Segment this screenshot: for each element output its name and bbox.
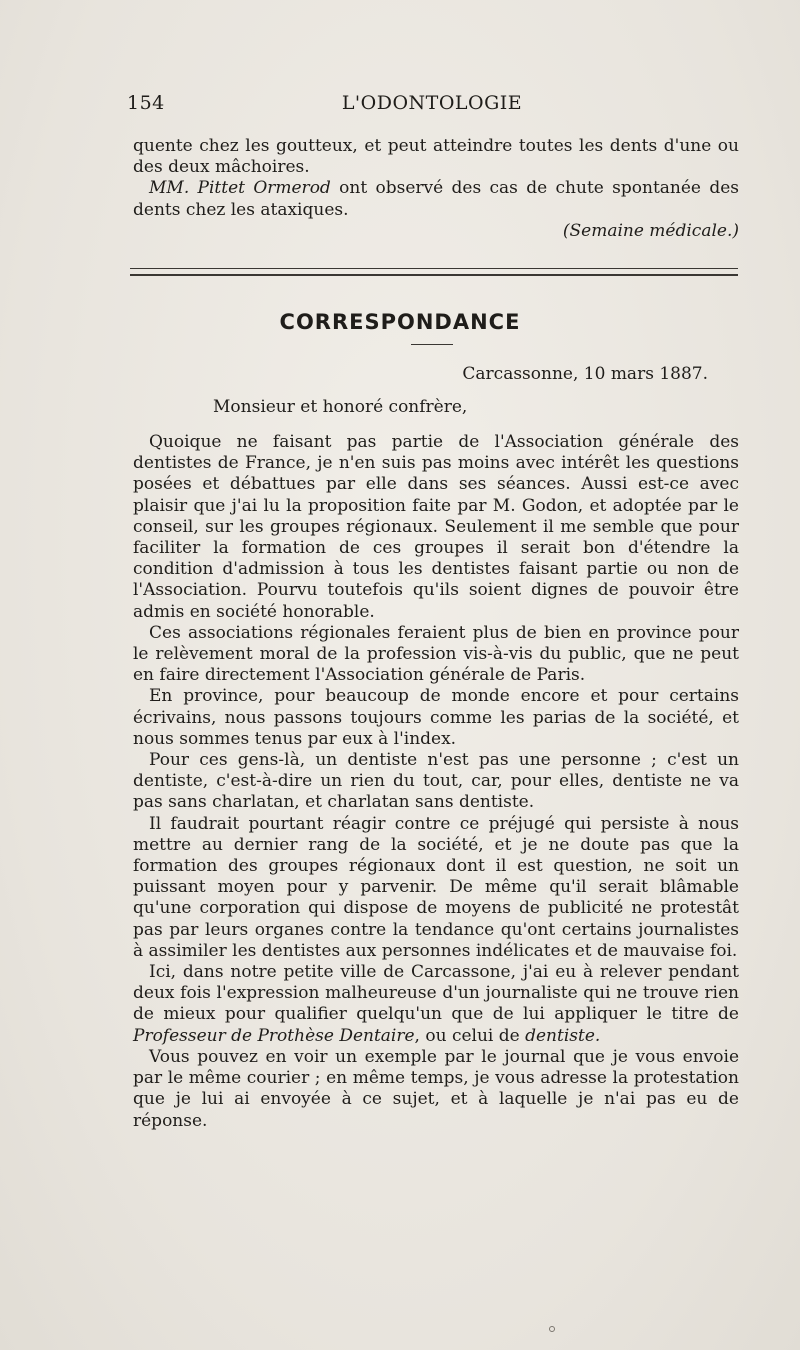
paragraph: Il faudrait pourtant réagir contre ce préjugé qui persiste à nous mettre au dernier rang de la société, et je ne doute pas que la formation des groupes régionaux dont il est question, ne soit un puissant moyen pour y parvenir. De même qu'il serait blâmable qu'une corporation qui dispose de moyens de publicité ne protestât pas par leurs organes contre la tendance qu'ont certains journalistes à assimiler les dentistes aux personnes indélicates et de mauvaise foi.	[133, 813, 739, 961]
letter-salutation: Monsieur et honoré confrère,	[213, 397, 468, 417]
author-names: MM. Pittet Ormerod	[149, 178, 331, 199]
paragraph: En province, pour beaucoup de monde encore et pour certains écrivains, nous passons toujours comme les parias de la société, et nous sommes tenus par eux à l'index.	[133, 686, 739, 749]
running-header	[127, 92, 737, 122]
paragraph-text: Ici, dans notre petite ville de Carcassone, j'ai eu à relever pendant deux fois l'expression malheureuse d'un journaliste qui ne trouve rien de mieux pour qualifier quelqu'un que de lui appliquer le titre de	[133, 962, 739, 1025]
preceding-article-end	[133, 136, 739, 242]
section-divider	[130, 268, 738, 276]
title-underline	[411, 344, 453, 345]
letter-date: Carcassonne, 10 mars 1887.	[462, 364, 708, 384]
paragraph: Pour ces gens-là, un dentiste n'est pas une personne ; c'est un dentiste, c'est-à-dire un rien du tout, car, pour elles, dentiste ne va pas sans charlatan, et charlatan sans dentiste.	[133, 750, 739, 813]
letter-body	[133, 432, 739, 1132]
quoted-word: dentiste.	[525, 1025, 601, 1046]
paragraph: Quoique ne faisant pas partie de l'Association générale des dentistes de France, je n'en suis pas moins avec intérêt les questions posées et débattues par elle dans ses séances. Aussi est-ce avec plaisir que j'ai lu la proposition faite par M. Godon, et adoptée par le conseil, sur les groupes régionaux. Seulement il me semble que pour faciliter la formation de ces groupes il serait bon d'étendre la condition d'admission à tous les dentistes faisant partie ou non de l'Association. Pourvu toutefois qu'ils soient dignes de pouvoir être admis en société honorable.	[133, 432, 739, 622]
paragraph-text: ont observé des cas de chute spontanée des dents chez les ataxiques.	[133, 178, 739, 220]
source-citation: (Semaine médicale.)	[562, 220, 739, 241]
paragraph	[133, 962, 739, 1047]
journal-title: L'ODONTOLOGIE	[341, 92, 523, 114]
paragraph: Ces associations régionales feraient plus de bien en province pour le relèvement moral de la profession vis-à-vis du public, que ne peut en faire directement l'Association générale de Paris.	[133, 622, 739, 686]
paragraph: Vous pouvez en voir un exemple par le journal que je vous envoie par le même courier ; en même temps, je vous adresse la protestation que je lui ai envoyée à ce sujet, et à laquelle je n'ai pas eu de réponse.	[133, 1046, 739, 1131]
paragraph-text: , ou celui de	[414, 1025, 526, 1046]
paragraph: quente chez les goutteux, et peut atteindre toutes les dents d'une ou des deux mâchoires.	[133, 136, 739, 178]
section-title: CORRESPONDANCE	[279, 310, 521, 334]
quoted-title: Professeur de Prothèse Dentaire	[133, 1025, 415, 1046]
paragraph	[133, 178, 739, 220]
paper-speck	[549, 1326, 555, 1332]
page-number: 154	[127, 92, 165, 114]
